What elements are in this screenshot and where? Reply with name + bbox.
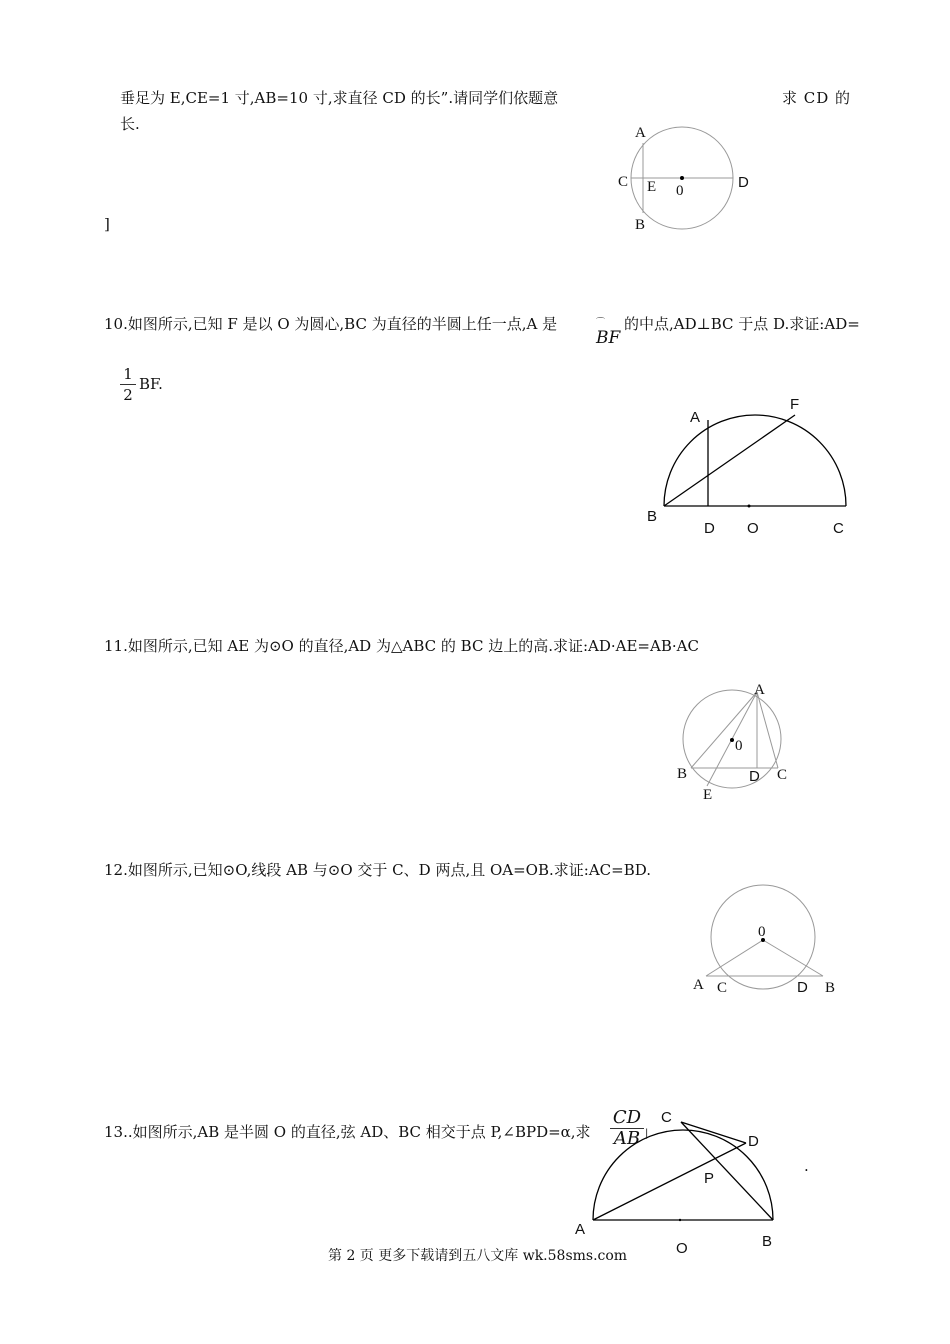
q13-text: 13..如图所示,AB 是半圆 O 的直径,弦 AD、BC 相交于点 P,∠BPD=α,求	[104, 1123, 591, 1141]
q12-label-d: D	[797, 979, 808, 996]
q10-label-b: B	[647, 508, 658, 525]
q10-label-o: O	[747, 520, 759, 537]
q9-figure	[610, 115, 770, 240]
q12-label-o: 0	[758, 924, 766, 940]
q13-frac-num: CD	[612, 1107, 642, 1128]
q10-half-fraction	[120, 364, 136, 405]
q9-label-d: D	[738, 174, 749, 191]
q10-center-dot	[748, 505, 751, 508]
q11-text: 11.如图所示,已知 AE 为⊙O 的直径,AD 为△ABC 的 BC 边上的高.求证:AD·AE=AB·AC	[104, 637, 699, 655]
q11-label-a: A	[754, 682, 765, 698]
q13-label-d: D	[748, 1133, 759, 1150]
q12-figure	[685, 885, 845, 1000]
q10-label-a: A	[690, 409, 701, 426]
q10-label-d: D	[704, 520, 715, 537]
q11-figure	[670, 680, 800, 805]
q13-label-p: P	[704, 1170, 715, 1187]
q13-figure	[560, 1105, 790, 1260]
q10-arc-mark: ⌒	[596, 318, 606, 328]
q13-dot-mark: .	[804, 1157, 809, 1175]
q13-center-dot	[679, 1219, 681, 1221]
q10-label-f: F	[790, 396, 800, 413]
q12-segment-oa	[706, 940, 763, 976]
q9-label-b: B	[635, 217, 646, 233]
q9-text-line1: 垂足为 E,CE=1 寸,AB=10 寸,求直径 CD 的长”.请同学们依题意	[120, 89, 559, 107]
q10-figure	[640, 390, 860, 540]
q9-label-a: A	[635, 125, 646, 141]
q12-label-c: C	[717, 980, 728, 996]
q9-label-e: E	[647, 179, 657, 195]
q13-label-o: O	[676, 1240, 688, 1257]
q9-center-dot	[680, 176, 684, 180]
q10-text-after: 的中点,AD⊥BC 于点 D.求证:AD=	[624, 315, 860, 333]
q10-tail: BF.	[139, 375, 163, 393]
q13-label-a: A	[575, 1221, 586, 1238]
q11-label-b: B	[677, 766, 688, 782]
q11-label-d: D	[749, 768, 760, 785]
q11-label-e: E	[703, 787, 713, 803]
q13-label-c: C	[661, 1109, 672, 1126]
q9-bracket: ]	[104, 215, 110, 233]
q11-center-dot	[730, 738, 734, 742]
q10-chord-bf	[664, 415, 795, 506]
q9-label-o: 0	[676, 183, 684, 199]
q10-semicircle	[664, 415, 846, 506]
q10-arc-label: BF	[596, 328, 621, 348]
q10-text-before: 10.如图所示,已知 F 是以 O 为圆心,BC 为直径的半圆上任一点,A 是	[104, 315, 558, 333]
q13-frac-den: AB	[610, 1128, 644, 1149]
q10-label-c: C	[833, 520, 844, 537]
q13-label-b: B	[762, 1233, 773, 1250]
q9-text-right: 求 CD 的	[782, 89, 852, 107]
q11-label-c: C	[777, 767, 788, 783]
q13-frac-mark: |	[645, 1128, 649, 1139]
q12-label-a: A	[693, 977, 704, 993]
q12-label-b: B	[825, 980, 836, 996]
q10-half-num: 1	[123, 365, 133, 383]
q11-label-o: 0	[735, 738, 743, 754]
q9-label-c: C	[618, 174, 629, 190]
q10-half-den: 2	[120, 384, 136, 405]
q11-side-ac	[757, 692, 778, 768]
q12-text: 12.如图所示,已知⊙O,线段 AB 与⊙O 交于 C、D 两点,且 OA=OB.求证:AC=BD.	[104, 861, 651, 879]
page-footer: 第 2 页 更多下载请到五八文库 wk.58sms.com	[328, 1248, 628, 1264]
q13-chord-ad	[593, 1143, 746, 1220]
q11-side-ab	[691, 692, 757, 768]
q9-text-line2: 长.	[120, 115, 140, 133]
